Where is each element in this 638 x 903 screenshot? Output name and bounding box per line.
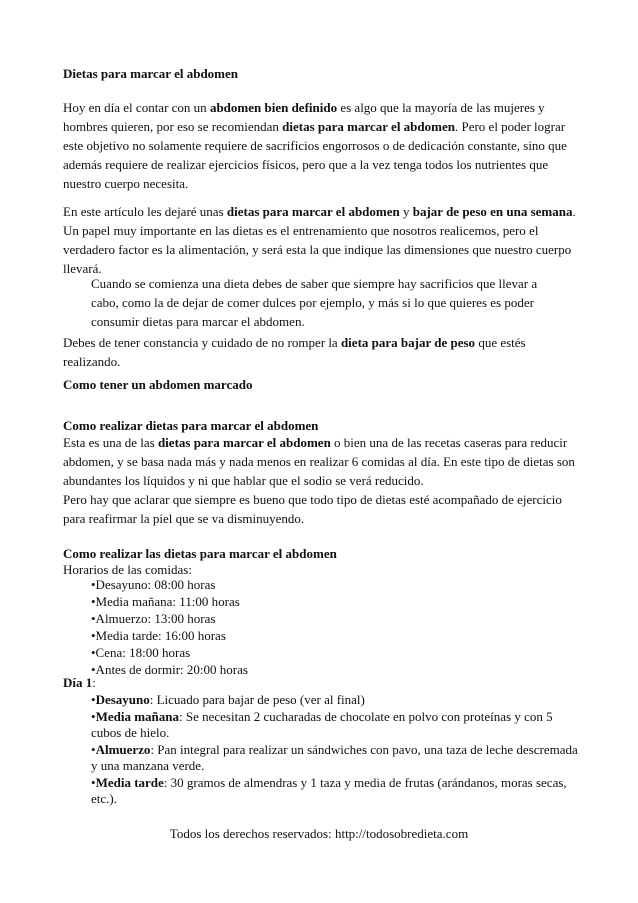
text-line [63,100,545,116]
text-run: : Licuado para bajar de peso (ver al final) [149,692,365,707]
text-line [63,435,567,451]
text-line [91,775,567,791]
text-line [63,138,567,154]
text-run: : [92,675,96,690]
bold-text: Media mañana [95,708,179,724]
text-run: Cuando se comienza una dieta debes de saber que siempre hay sacrificios que llevar a [91,276,538,291]
text-line [63,157,548,173]
text-run: . [572,204,576,219]
text-run: para reafirmar la piel que se va disminuyendo. [63,511,305,526]
text-run: que estés [475,335,526,350]
text-run: abdomen, y se basa nada más y nada menos en realizar 6 comidas al día. En este tipo de dietas son [63,454,575,469]
bold-text: dietas para marcar el abdomen [157,435,331,450]
text-line [91,692,365,708]
text-line [63,242,571,258]
bold-text: Día 1 [63,675,93,690]
text-line [63,473,424,489]
text-run: y [399,204,413,219]
text-run: En este artículo les dejaré unas [63,204,227,219]
text-line [91,295,534,311]
text-run: realizando. [63,354,121,369]
text-run: Debes de tener constancia y cuidado de no romper la [63,335,341,350]
bold-text: dietas para marcar el abdomen [226,204,400,219]
text-line [91,725,169,741]
footer-copyright: Todos los derechos reservados: http://todosobredieta.com [169,826,469,841]
text-run: llevará. [63,261,102,276]
bold-text: Media tarde [95,774,164,790]
text-run: • [91,741,96,757]
bold-text: abdomen bien definido [209,100,338,115]
day-1-label [63,675,96,691]
text-run: este objetivo no solamente requiere de sacrificios engorrosos o de dedicación constante, sino que [63,138,567,153]
text-line [63,354,120,370]
text-run: • [91,692,96,707]
text-run: consumir dietas para marcar el abdomen. [91,314,305,329]
text-run: Pero hay que aclarar que siempre es bueno que todo tipo de dietas esté acompañado de ejercicio [63,492,562,507]
meal-schedule-item: •Antes de dormir: 20:00 horas [91,662,248,677]
text-run: o bien una de las recetas caseras para reducir [330,435,568,450]
meal-schedule-item: •Almuerzo: 13:00 horas [91,611,216,626]
section-heading-abdomen-marcado: Como tener un abdomen marcado [63,377,253,392]
text-line [91,314,305,330]
section-heading-realizar-dietas: Como realizar dietas para marcar el abdomen [63,418,319,433]
meal-schedule-item: •Media tarde: 16:00 horas [91,628,226,643]
text-line [91,791,117,807]
text-line [63,223,538,239]
text-run: • [91,708,96,724]
meal-schedule-item: •Media mañana: 11:00 horas [91,594,240,609]
bold-text: bajar de peso en una semana [412,204,573,219]
text-line [63,119,565,135]
text-run: abundantes los líquidos y ni que hablar que el sodio se verá reducido. [63,473,424,488]
text-line [91,709,553,725]
bold-text: Almuerzo [95,741,151,757]
document-title: Dietas para marcar el abdomen [63,66,238,81]
meal-schedule-item: •Desayuno: 08:00 horas [91,577,216,592]
text-line [91,742,578,758]
bold-text: dieta para bajar de peso [340,335,476,350]
bold-text: dietas para marcar el abdomen [282,119,455,134]
text-run: Un papel muy importante en las dietas es el entrenamiento que nosotros realicemos, pero el [63,223,539,238]
text-run: : 30 gramos de almendras y 1 taza y media de frutas (arándanos, moras secas, [163,774,567,790]
meal-schedule-item: •Cena: 18:00 horas [91,645,191,660]
text-run: cubos de hielo. [91,725,170,740]
text-run: : Se necesitan 2 cucharadas de chocolate en polvo con proteínas y con 5 [178,708,553,724]
text-run: hombres quieren, por eso se recomiendan [63,119,283,134]
text-run: nuestro cuerpo necesita. [63,176,189,191]
text-line [63,454,575,470]
text-run: : Pan integral para realizar un sándwiches con pavo, una taza de leche descremada [150,741,578,757]
text-run: es algo que la mayoría de las mujeres y [337,100,545,115]
text-line [63,261,102,277]
text-run: además requiere de realizar ejercicios físicos, pero que a la vez tenga todos los nutrientes que [63,157,549,172]
text-run: • [91,774,96,790]
text-run: cabo, como la de dejar de comer dulces por ejemplo, y más si lo que quieres es poder [91,295,534,310]
section-heading-realizar-las-dietas: Como realizar las dietas para marcar el abdomen [63,546,337,561]
text-line [91,758,204,774]
text-line [91,276,537,292]
text-run: etc.). [91,791,117,806]
text-run: Hoy en día el contar con un [63,100,210,115]
text-run: Esta es una de las [63,435,158,450]
bold-text: Desayuno [95,692,150,707]
text-line [63,176,188,192]
text-line [63,492,562,508]
text-line [63,204,576,220]
text-run: y una manzana verde. [91,758,205,773]
text-line [63,511,304,527]
text-run: verdadero factor es la alimentación, y será esta la que indique las dimensiones que nuestro cuerpo [63,242,572,257]
text-run: . Pero el poder lograr [454,119,566,134]
horarios-label: Horarios de las comidas: [63,562,192,577]
text-line [63,335,526,351]
